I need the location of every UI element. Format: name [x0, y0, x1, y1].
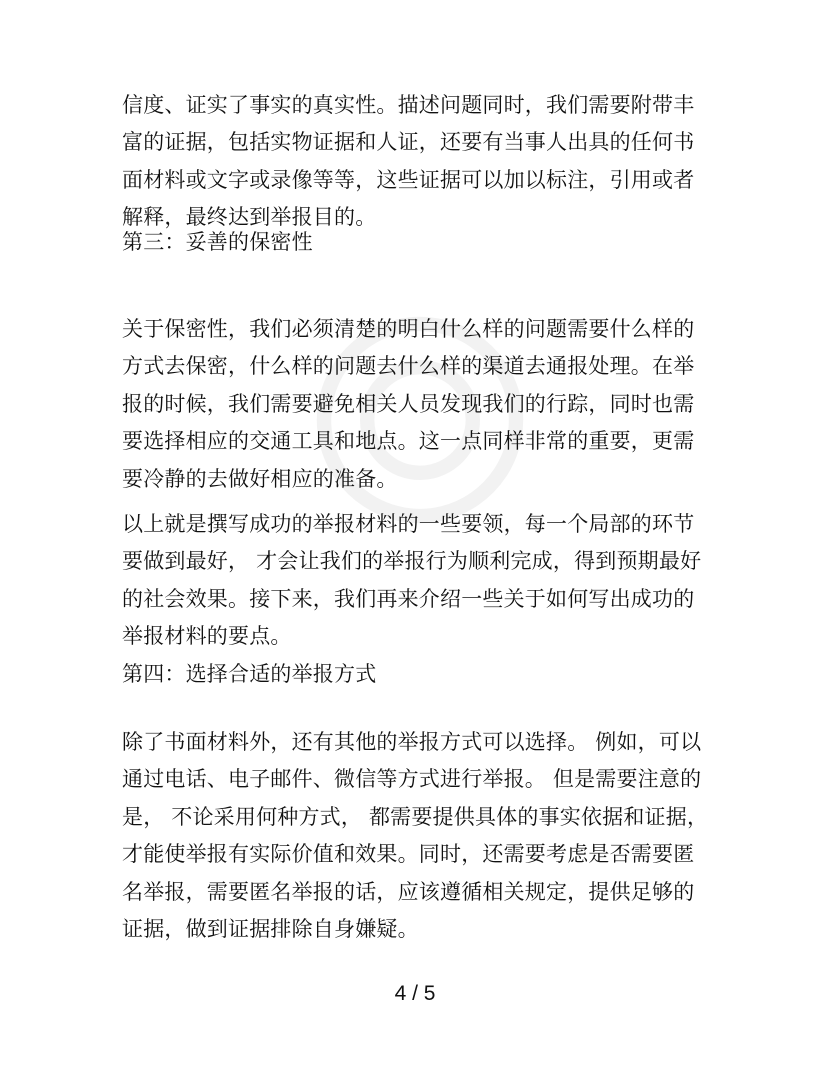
text-line: 信度、证实了事实的真实性。描述问题同时，我们需要附带丰	[122, 93, 695, 117]
text-line: 报的时候，我们需要避免相关人员发现我们的行踪，同时也需	[122, 391, 695, 416]
text-line: 以上就是撰写成功的举报材料的一些要领，每一个局部的环节	[122, 512, 695, 536]
text-line: 要冷静的去做好相应的准备。	[122, 466, 398, 491]
text-line: 解释，最终达到举报目的。	[122, 205, 377, 230]
paragraph-evidence	[122, 87, 722, 237]
paragraph-summary	[122, 506, 722, 656]
text-line: 面材料或文字或录像等等，这些证据可以加以标注，引用或者	[122, 167, 695, 192]
paragraph-confidentiality	[122, 311, 722, 498]
heading-text: 第三：妥善的保密性	[122, 230, 313, 254]
text-line: 要选择相应的交通工具和地点。这一点同样非常的重要，更需	[122, 429, 695, 454]
text-line: 方式去保密，什么样的问题去什么样的渠道去通报处理。在举	[122, 354, 695, 379]
section-heading-methods	[122, 656, 722, 693]
page-indicator: 4 / 5	[394, 982, 436, 1005]
text-line: 证据，做到证据排除自身嫌疑。	[122, 916, 419, 941]
text-line: 通过电话、电子邮件、微信等方式进行举报。 但是需要注意的	[122, 767, 702, 792]
section-heading-confidentiality	[122, 224, 722, 261]
heading-text: 第四：选择合适的举报方式	[122, 662, 377, 686]
text-line: 名举报，需要匿名举报的话，应该遵循相关规定，提供足够的	[122, 879, 695, 904]
text-line: 富的证据，包括实物证据和人证，还要有当事人出具的任何书	[122, 130, 695, 155]
text-line: 要做到最好， 才会让我们的举报行为顺利完成，得到预期最好	[122, 549, 702, 574]
text-line: 才能使举报有实际价值和效果。同时，还需要考虑是否需要匿	[122, 842, 695, 867]
text-line: 是， 不论采用何种方式， 都需要提供具体的事实依据和证据，	[122, 804, 709, 829]
paragraph-methods	[122, 724, 722, 948]
text-line: 关于保密性，我们必须清楚的明白什么样的问题需要什么样的	[122, 317, 695, 341]
text-line: 除了书面材料外，还有其他的举报方式可以选择。 例如，可以	[122, 730, 702, 754]
text-line: 的社会效果。接下来，我们再来介绍一些关于如何写出成功的	[122, 586, 695, 611]
text-line: 举报材料的要点。	[122, 624, 292, 649]
